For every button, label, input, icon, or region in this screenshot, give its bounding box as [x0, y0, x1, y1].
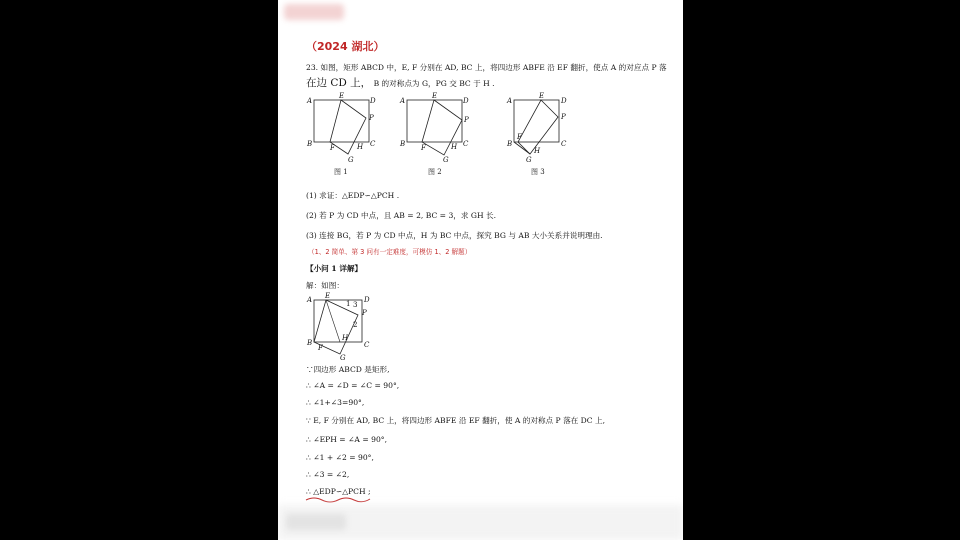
problem-line-2	[306, 75, 495, 90]
step-6: ∴ ∠1 + ∠2 = 90°,	[306, 453, 374, 462]
fig2-label-d: D	[463, 97, 469, 105]
fig3-label-f: F	[517, 133, 522, 141]
fig2-label-a: A	[400, 97, 406, 105]
sol-label-f: F	[318, 344, 323, 352]
sol-label-e: E	[325, 292, 331, 300]
fig3-label-e: E	[539, 92, 545, 100]
sol-label-p: P	[362, 309, 367, 317]
fig1-label-h: H	[357, 143, 364, 151]
solution-figure	[306, 290, 376, 360]
fig3-label-d: D	[561, 97, 567, 105]
note-red: （1、2 简单、第 3 问有一定难度，可模仿 1、2 解题）	[308, 248, 472, 256]
sol-label-g: G	[340, 354, 346, 362]
source-header: （2024 湖北）	[306, 40, 385, 53]
fig3-label-p: P	[561, 113, 566, 121]
fig2-label-c: C	[463, 140, 469, 148]
caption-figure-2: 图 2	[428, 168, 442, 176]
fig1-label-f: F	[330, 144, 335, 152]
fig2-label-b: B	[400, 140, 406, 148]
fig1-label-d: D	[370, 97, 376, 105]
problem-line-2-start: 在边 CD 上，	[306, 77, 372, 89]
step-5: ∴ ∠EPH = ∠A = 90°,	[306, 435, 387, 444]
fig2-label-g: G	[443, 156, 449, 164]
fig2-label-f: F	[421, 144, 426, 152]
question-1: (1) 求证：△EDP∽△PCH .	[306, 191, 400, 200]
sol-label-c: C	[364, 341, 370, 349]
sol-angle-3: 3	[353, 301, 358, 309]
fig3-label-g: G	[526, 156, 532, 164]
fig2-label-h: H	[451, 143, 458, 151]
sol-label-d: D	[364, 296, 370, 304]
sol-label-b: B	[307, 339, 313, 347]
step-2: ∴ ∠A = ∠D = ∠C = 90°,	[306, 381, 400, 390]
blurred-watermark-top	[284, 4, 344, 20]
sol-label-h: H	[342, 334, 349, 342]
figure-2	[399, 92, 479, 164]
fig1-label-a: A	[307, 97, 313, 105]
problem-line-1: 23. 如图，矩形 ABCD 中，E, F 分别在 AD, BC 上，将四边形 ABFE 沿 EF 翻折，使点 A 的对应点 P 落	[306, 63, 667, 72]
fig2-label-p: P	[464, 116, 469, 124]
sol-angle-1: 1	[346, 300, 351, 308]
fig1-label-b: B	[307, 140, 313, 148]
sol-label-a: A	[307, 296, 313, 304]
figure-3	[506, 92, 576, 164]
step-4: ∵ E, F 分别在 AD, BC 上，将四边形 ABFE 沿 EF 翻折，使 A 的对称点 P 落在 DC 上,	[306, 416, 605, 425]
problem-line-2-end: B 的对称点为 G，PG 交 BC 于 H .	[373, 79, 495, 88]
question-2: (2) 若 P 为 CD 中点，且 AB = 2, BC = 3，求 GH 长.	[306, 211, 496, 220]
document-page	[278, 0, 683, 540]
section-title: 【小问 1 详解】	[306, 264, 363, 273]
fig1-label-c: C	[370, 140, 376, 148]
fig3-label-c: C	[561, 140, 567, 148]
step-7: ∴ ∠3 = ∠2,	[306, 470, 350, 479]
fig3-label-a: A	[507, 97, 513, 105]
red-underline	[304, 494, 374, 504]
blurred-watermark-bottom	[286, 514, 346, 530]
question-3: (3) 连接 BG，若 P 为 CD 中点，H 为 BC 中点，探究 BG 与 AB 大小关系并说明理由.	[306, 231, 603, 240]
fig3-label-b: B	[507, 140, 513, 148]
fig2-label-e: E	[432, 92, 438, 100]
caption-figure-1: 图 1	[334, 168, 348, 176]
step-3: ∴ ∠1+∠3=90°,	[306, 398, 365, 407]
fig3-label-h: H	[534, 147, 541, 155]
caption-figure-3: 图 3	[531, 168, 545, 176]
step-1: ∵四边形 ABCD 是矩形,	[306, 365, 390, 374]
fig1-label-p: P	[369, 114, 374, 122]
sol-angle-2: 2	[353, 321, 358, 329]
fig1-label-e: E	[339, 92, 345, 100]
figure-1	[306, 92, 386, 164]
solution-intro: 解：如图：	[306, 281, 344, 290]
fig1-label-g: G	[348, 156, 354, 164]
step-8: ∴ △EDP∽△PCH ;	[306, 487, 371, 496]
